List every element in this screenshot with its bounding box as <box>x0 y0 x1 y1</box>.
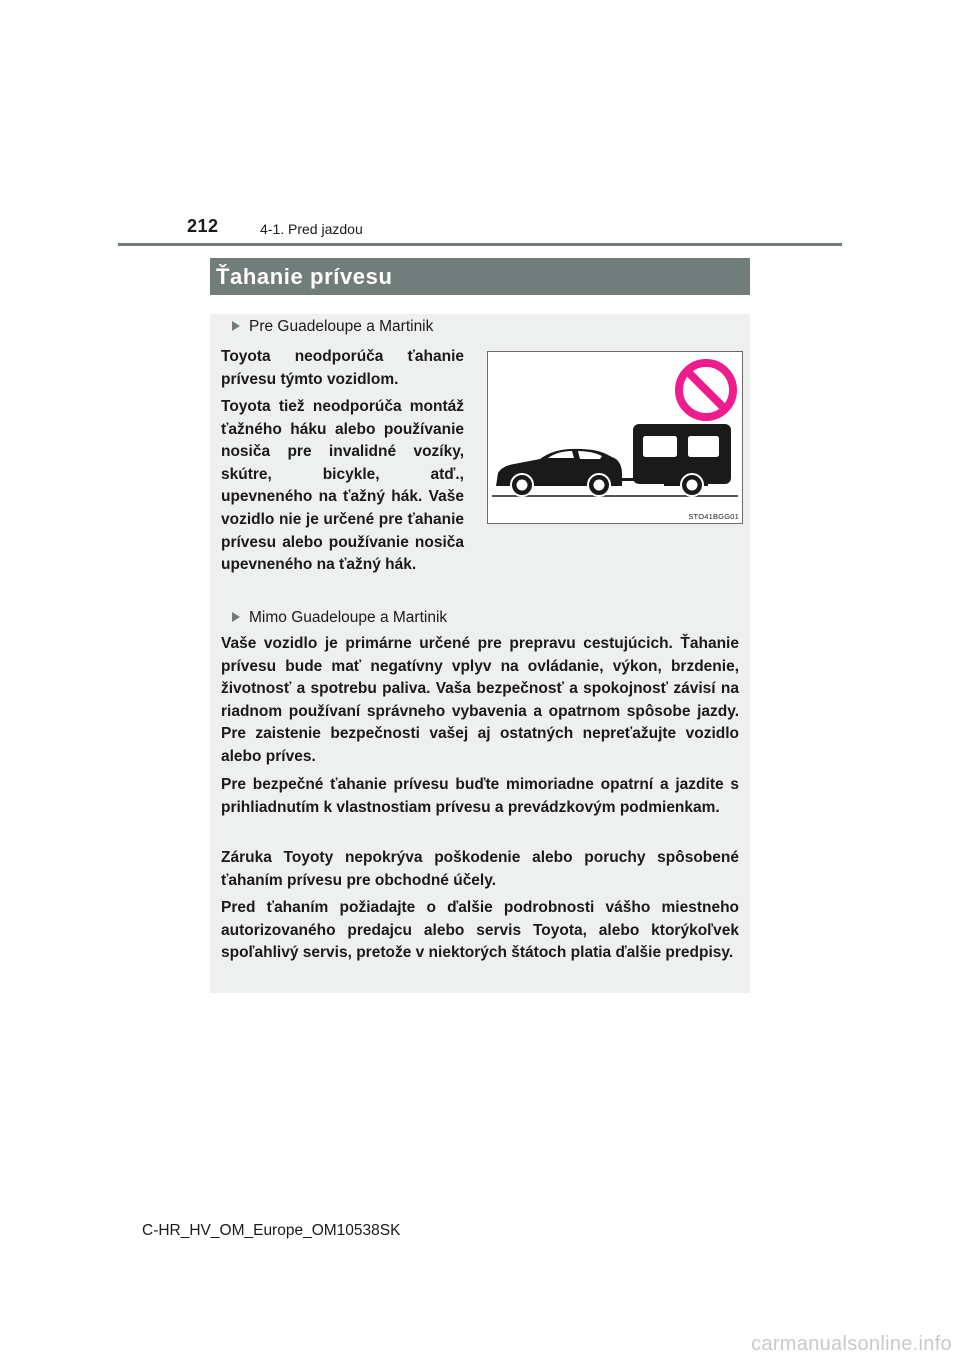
trailer-illustration <box>633 424 731 496</box>
paragraph-no-hitch: Toyota tiež neodporúča montáž ťažného háku alebo používanie nosiča pre invalidné vozíky, skútre, bicykle, atď., upevneného na ťažný hák. Vaše vozidlo nie je určené pre ťahanie prívesu alebo používanie nosiča upevneného na ťažný hák. <box>221 398 464 574</box>
paragraph-dealer: Pred ťahaním požiadajte o ďalšie podrobnosti vášho miestneho autorizovaného predajcu alebo servis Toyota, alebo ktorýkoľvek spoľahlivý servis, pretože v niektorých štátoch platia ďalšie predpisy. <box>221 899 739 962</box>
no-entry-icon <box>679 363 733 417</box>
breadcrumb: 4-1. Pred jazdou <box>260 221 363 237</box>
subheading-outside <box>232 607 447 629</box>
subheading-text: Mimo Guadeloupe a Martinik <box>249 609 448 626</box>
figure-code: STO41BGG01 <box>688 512 739 521</box>
triangle-bullet-icon <box>232 321 240 331</box>
section-title: Ťahanie prívesu <box>210 258 750 295</box>
towing-prohibited-figure <box>487 351 743 524</box>
towing-illustration <box>488 352 742 523</box>
page-number: 212 <box>187 216 219 236</box>
paragraph-no-towing: Toyota neodporúča ťahanie prívesu týmto vozidlom. <box>221 348 464 388</box>
document-code: C-HR_HV_OM_Europe_OM10538SK <box>142 1222 401 1239</box>
paragraph-primary-use: Vaše vozidlo je primárne určené pre prepravu cestujúcich. Ťahanie prívesu bude mať negatívny vplyv na ovládanie, výkon, brzdenie, životnosť a spotrebu paliva. Vaša bezpečnosť a spokojnosť závisí na riadnom používaní správneho vybavenia a opatrnom spôsobe jazdy. Pre zaistenie bezpečnosti vašej aj ostatných nepreťažujte vozidlo alebo príves. <box>221 635 739 765</box>
car-illustration <box>496 449 635 496</box>
paragraph-safe-towing: Pre bezpečné ťahanie prívesu buďte mimoriadne opatrní a jazdite s prihliadnutím k vlastnostiam prívesu a prevádzkovým podmienkam. <box>221 776 739 816</box>
triangle-bullet-icon <box>232 612 240 622</box>
header-divider <box>118 243 842 246</box>
subheading-guadeloupe <box>232 316 433 338</box>
subheading-text: Pre Guadeloupe a Martinik <box>249 318 434 335</box>
paragraph-warranty: Záruka Toyoty nepokrýva poškodenie alebo poruchy spôsobené ťahaním prívesu pre obchodné účely. <box>221 849 739 889</box>
watermark: carmanualsonline.info <box>751 1333 952 1355</box>
